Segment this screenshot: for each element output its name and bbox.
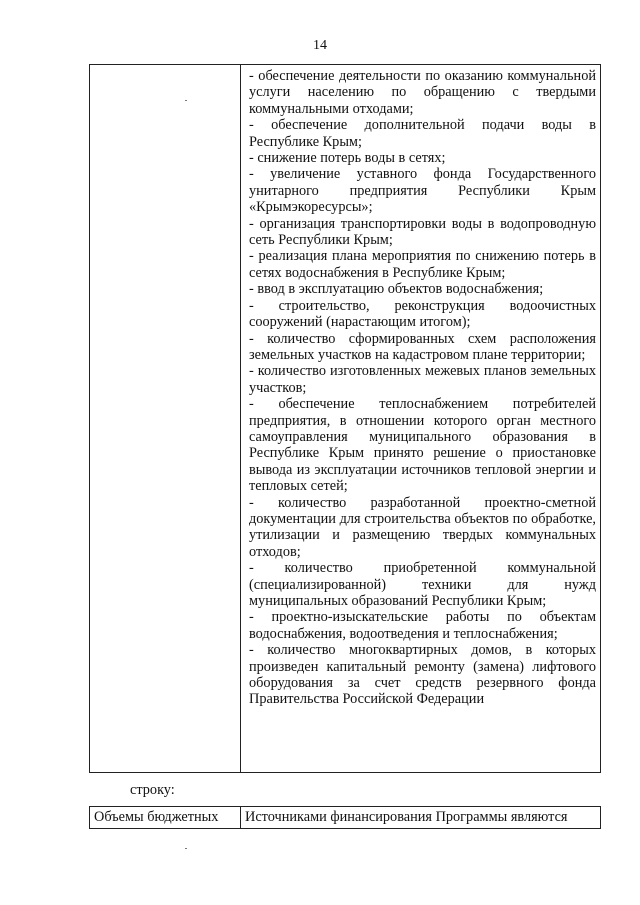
budget-value-cell: Источниками финансирования Программы являются: [241, 807, 601, 829]
list-item: - обеспечение теплоснабжением потребителей предприятия, в отношении которого орган местного самоуправления муниципального образования в Республике Крым принято решение о приостановке вывода из эксплуатации источников тепловой энергии и тепловых сетей;: [249, 396, 596, 495]
list-item: - проектно-изыскательские работы по объектам водоснабжения, водоотведения и теплоснабжения;: [249, 609, 596, 642]
budget-table-row: [89, 806, 601, 829]
list-item: - обеспечение деятельности по оказанию коммунальной услуги населению по обращению с твердыми коммунальными отходами;: [249, 68, 596, 117]
list-item: - реализация плана мероприятия по снижению потерь в сетях водоснабжения в Республике Крым;: [249, 248, 596, 281]
section-caption: строку:: [130, 782, 175, 798]
indicator-list: [249, 68, 596, 708]
list-item: - увеличение уставного фонда Государственного унитарного предприятия Республики Крым «Крымэкоресурсы»;: [249, 166, 596, 216]
list-item: - количество приобретенной коммунальной (специализированной) техники для нужд муниципальных образований Республики Крым;: [249, 560, 596, 609]
list-item: - обеспечение дополнительной подачи воды в Республике Крым;: [249, 117, 596, 150]
program-table: [89, 64, 601, 773]
scan-speck: [185, 100, 187, 101]
page-number: 14: [313, 38, 327, 53]
list-item: - количество сформированных схем расположения земельных участков на кадастровом плане территории;: [249, 330, 596, 363]
list-item: - количество многоквартирных домов, в которых произведен капитальный ремонту (замена) лифтового оборудования за счет средств резервного фонда Правительства Российской Федерации: [249, 642, 596, 708]
list-item: - снижение потерь воды в сетях;: [249, 150, 446, 167]
list-item: - строительство, реконструкция водоочистных сооружений (нарастающим итогом);: [249, 297, 596, 331]
list-item: - количество изготовленных межевых планов земельных участков;: [249, 363, 596, 396]
list-item: - количество разработанной проектно-сметной документации для строительства объектов по обработке, утилизации и размещению твердых коммунальных отходов;: [249, 494, 596, 560]
scan-speck: [185, 848, 187, 849]
list-item: - ввод в эксплуатацию объектов водоснабжения;: [249, 281, 544, 298]
table-left-cell: [90, 65, 241, 773]
budget-label-cell: Объемы бюджетных: [90, 807, 241, 829]
list-item: - организация транспортировки воды в водопроводную сеть Республики Крым;: [249, 215, 596, 249]
table-right-cell: [241, 65, 601, 773]
